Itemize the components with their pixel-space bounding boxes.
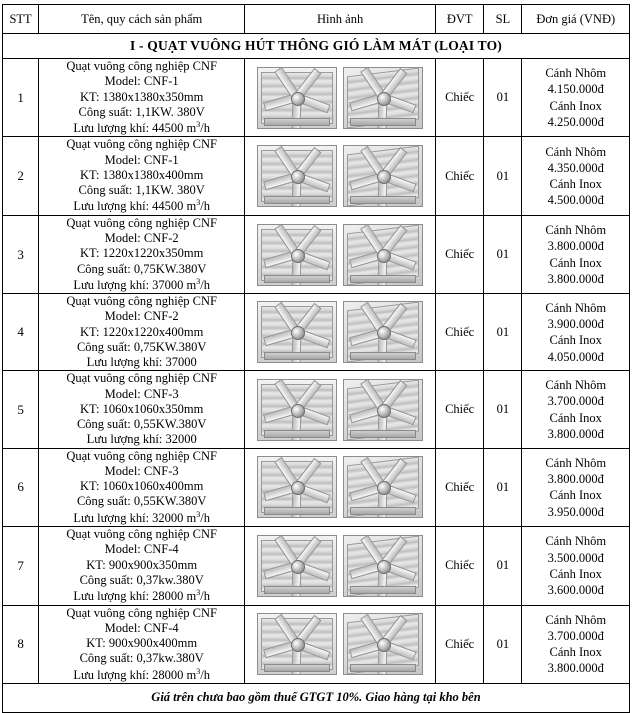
price-line: Cánh Nhôm (545, 612, 607, 627)
product-name-line: Model: CNF-1 (104, 74, 179, 89)
table-footer (3, 683, 630, 712)
product-name-line: KT: 1220x1220x350mm (79, 246, 204, 261)
fan-base (350, 118, 416, 126)
product-name-cell (39, 448, 245, 526)
product-name-line: KT: 900x900x350mm (86, 557, 198, 572)
header-unit: ĐVT (436, 5, 484, 34)
fan-base (264, 664, 330, 672)
product-name-cell (39, 59, 245, 137)
product-image-cell (245, 527, 436, 605)
row-index: 1 (3, 59, 39, 137)
price-cell (522, 59, 630, 137)
price-line: 4.500.000đ (547, 193, 604, 208)
product-image-cell (245, 59, 436, 137)
product-image-group (245, 456, 435, 518)
unit-cell: Chiếc (436, 294, 484, 371)
fan-base (264, 586, 330, 594)
product-name-line: KT: 1220x1220x400mm (79, 324, 204, 339)
fan-product-image (343, 456, 423, 518)
footer-note-row (3, 683, 630, 712)
fan-product-image (257, 535, 337, 597)
product-name-line: Model: CNF-3 (104, 463, 179, 478)
table-body (3, 34, 630, 684)
unit-cell: Chiếc (436, 527, 484, 605)
product-name-line: Model: CNF-2 (104, 231, 179, 246)
product-name-line: Quạt vuông công nghiệp CNF (66, 371, 217, 386)
price-line: 3.800.000đ (547, 426, 604, 441)
quantity-cell: 01 (484, 605, 522, 683)
quantity-cell: 01 (484, 294, 522, 371)
product-image-cell (245, 448, 436, 526)
fan-hub (377, 92, 391, 106)
product-name-line: Lưu lượng khí: 44500 $m^3/h$ (73, 198, 210, 214)
price-line: 3.800.000đ (547, 271, 604, 286)
product-name-line: Model: CNF-2 (104, 309, 179, 324)
quantity-cell: 01 (484, 527, 522, 605)
row-index: 8 (3, 605, 39, 683)
fan-product-image (343, 224, 423, 286)
product-name-cell (39, 527, 245, 605)
price-cell (522, 527, 630, 605)
price-cell (522, 215, 630, 293)
table-row (3, 605, 630, 683)
unit-cell: Chiếc (436, 371, 484, 448)
price-line: Cánh Nhôm (545, 534, 607, 549)
product-name-cell (39, 371, 245, 448)
fan-base (264, 275, 330, 283)
unit-cell: Chiếc (436, 605, 484, 683)
price-line: 3.900.000đ (547, 317, 604, 332)
product-image-cell (245, 294, 436, 371)
price-line: Cánh Nhôm (545, 455, 607, 470)
quantity-cell: 01 (484, 371, 522, 448)
product-name-cell (39, 294, 245, 371)
product-image-cell (245, 605, 436, 683)
quantity-cell: 01 (484, 215, 522, 293)
fan-product-image (343, 535, 423, 597)
price-cell (522, 294, 630, 371)
product-image-group (245, 224, 435, 286)
product-name-cell (39, 137, 245, 215)
header-image: Hình ảnh (245, 5, 436, 34)
unit-cell: Chiếc (436, 215, 484, 293)
product-name-line: Quạt vuông công nghiệp CNF (66, 59, 217, 73)
fan-product-image (257, 67, 337, 129)
price-cell (522, 448, 630, 526)
unit-cell: Chiếc (436, 59, 484, 137)
fan-product-image (257, 456, 337, 518)
price-cell (522, 371, 630, 448)
price-line: Cánh Nhôm (545, 66, 607, 81)
price-line: Cánh Inox (549, 177, 602, 192)
product-name-line: KT: 1380x1380x350mm (79, 89, 204, 104)
fan-hub (291, 249, 305, 263)
fan-product-image (257, 224, 337, 286)
price-line: Cánh Nhôm (545, 223, 607, 238)
price-line: 4.250.000đ (547, 114, 604, 129)
product-image-group (245, 613, 435, 675)
product-name-line: Quạt vuông công nghiệp CNF (66, 605, 217, 620)
row-index: 4 (3, 294, 39, 371)
product-image-group (245, 67, 435, 129)
fan-product-image (257, 613, 337, 675)
price-line: Cánh Inox (549, 255, 602, 270)
product-name-line: Lưu lượng khí: 32000 (86, 432, 197, 447)
table-row (3, 294, 630, 371)
product-name-line: Quạt vuông công nghiệp CNF (66, 527, 217, 542)
quantity-cell: 01 (484, 59, 522, 137)
quantity-cell: 01 (484, 137, 522, 215)
fan-base (350, 507, 416, 515)
table-row (3, 527, 630, 605)
table-row (3, 215, 630, 293)
price-line: Cánh Inox (549, 333, 602, 348)
price-line: Cánh Inox (549, 98, 602, 113)
fan-hub (377, 560, 391, 574)
price-line: 3.600.000đ (547, 583, 604, 598)
product-name-line: Model: CNF-4 (104, 542, 179, 557)
fan-product-image (343, 613, 423, 675)
fan-hub (291, 404, 305, 418)
row-index: 7 (3, 527, 39, 605)
unit-cell: Chiếc (436, 137, 484, 215)
product-image-group (245, 379, 435, 441)
product-image-cell (245, 215, 436, 293)
price-line: 4.350.000đ (547, 160, 604, 175)
fan-base (264, 507, 330, 515)
table-row (3, 371, 630, 448)
table-row (3, 448, 630, 526)
price-line: 3.800.000đ (547, 661, 604, 676)
price-line: Cánh Inox (549, 645, 602, 660)
product-name-line: Quạt vuông công nghiệp CNF (66, 294, 217, 309)
product-name-line: Lưu lượng khí: 28000 $m^3/h$ (73, 666, 210, 682)
product-name-line: KT: 1060x1060x350mm (79, 401, 204, 416)
product-name-cell (39, 215, 245, 293)
unit-cell: Chiếc (436, 448, 484, 526)
product-name-cell (39, 605, 245, 683)
fan-product-image (343, 301, 423, 363)
fan-base (350, 275, 416, 283)
header-quantity: SL (484, 5, 522, 34)
product-image-group (245, 145, 435, 207)
header-product-name: Tên, quy cách sản phẩm (39, 5, 245, 34)
product-image-group (245, 535, 435, 597)
price-line: Cánh Inox (549, 488, 602, 503)
product-name-line: Model: CNF-1 (104, 152, 179, 167)
product-name-line: Lưu lượng khí: 44500 $m^3/h$ (73, 120, 210, 136)
fan-product-image (343, 67, 423, 129)
price-line: 3.700.000đ (547, 628, 604, 643)
price-line: 3.500.000đ (547, 550, 604, 565)
fan-base (350, 196, 416, 204)
product-price-table (2, 4, 630, 713)
product-image-cell (245, 137, 436, 215)
product-name-line: Quạt vuông công nghiệp CNF (66, 448, 217, 463)
row-index: 3 (3, 215, 39, 293)
quantity-cell: 01 (484, 448, 522, 526)
product-name-line: Quạt vuông công nghiệp CNF (66, 137, 217, 152)
table-row (3, 59, 630, 137)
fan-product-image (257, 301, 337, 363)
price-line: 3.800.000đ (547, 472, 604, 487)
product-image-group (245, 301, 435, 363)
price-line: 3.700.000đ (547, 394, 604, 409)
product-name-line: Công suất: 0,75KW.380V (76, 261, 207, 276)
product-name-line: Công suất: 1,1KW. 380V (78, 104, 205, 119)
fan-base (350, 352, 416, 360)
product-name-line: Công suất: 1,1KW. 380V (78, 183, 205, 198)
fan-base (350, 586, 416, 594)
fan-hub (291, 92, 305, 106)
price-cell (522, 137, 630, 215)
product-name-line: Lưu lượng khí: 28000 $m^3/h$ (73, 588, 210, 604)
product-name-line: KT: 900x900x400mm (86, 636, 198, 651)
price-line: 3.800.000đ (547, 239, 604, 254)
table-header (3, 5, 630, 34)
fan-base (350, 430, 416, 438)
fan-hub (291, 560, 305, 574)
fan-hub (377, 249, 391, 263)
row-index: 5 (3, 371, 39, 448)
product-name-line: Lưu lượng khí: 32000 $m^3/h$ (73, 509, 210, 525)
product-name-line: Lưu lượng khí: 37000 (86, 355, 197, 370)
footer-note: Giá trên chưa bao gồm thuế GTGT 10%. Giao hàng tại kho bên (3, 683, 630, 712)
price-line: Cánh Nhôm (545, 144, 607, 159)
product-name-line: Công suất: 0,55KW.380V (76, 494, 207, 509)
product-name-line: KT: 1060x1060x400mm (79, 479, 204, 494)
price-line: 4.150.000đ (547, 82, 604, 97)
product-name-line: Công suất: 0,55KW.380V (76, 417, 207, 432)
fan-base (264, 196, 330, 204)
product-name-line: Model: CNF-4 (104, 620, 179, 635)
header-stt: STT (3, 5, 39, 34)
fan-hub (377, 404, 391, 418)
product-name-line: Công suất: 0,75KW.380V (76, 339, 207, 354)
fan-base (264, 352, 330, 360)
price-cell (522, 605, 630, 683)
product-name-line: Quạt vuông công nghiệp CNF (66, 215, 217, 230)
section-title-row (3, 34, 630, 59)
price-line: 3.950.000đ (547, 504, 604, 519)
product-name-line: Công suất: 0,37kw.380V (79, 572, 204, 587)
product-name-line: Model: CNF-3 (104, 386, 179, 401)
price-line: Cánh Inox (549, 566, 602, 581)
price-line: Cánh Nhôm (545, 300, 607, 315)
fan-product-image (343, 145, 423, 207)
price-line: Cánh Nhôm (545, 378, 607, 393)
product-name-line: KT: 1380x1380x400mm (79, 167, 204, 182)
table-row (3, 137, 630, 215)
fan-product-image (257, 145, 337, 207)
row-index: 2 (3, 137, 39, 215)
product-name-line: Công suất: 0,37kw.380V (79, 651, 204, 666)
price-line: 4.050.000đ (547, 349, 604, 364)
header-row (3, 5, 630, 34)
section-title: I - QUẠT VUÔNG HÚT THÔNG GIÓ LÀM MÁT (LOẠI TO) (3, 34, 630, 59)
fan-product-image (343, 379, 423, 441)
price-line: Cánh Inox (549, 410, 602, 425)
product-image-cell (245, 371, 436, 448)
fan-base (264, 430, 330, 438)
header-unit-price: Đơn giá (VNĐ) (522, 5, 630, 34)
row-index: 6 (3, 448, 39, 526)
fan-product-image (257, 379, 337, 441)
fan-base (264, 118, 330, 126)
fan-base (350, 664, 416, 672)
product-name-line: Lưu lượng khí: 37000 $m^3/h$ (73, 276, 210, 292)
